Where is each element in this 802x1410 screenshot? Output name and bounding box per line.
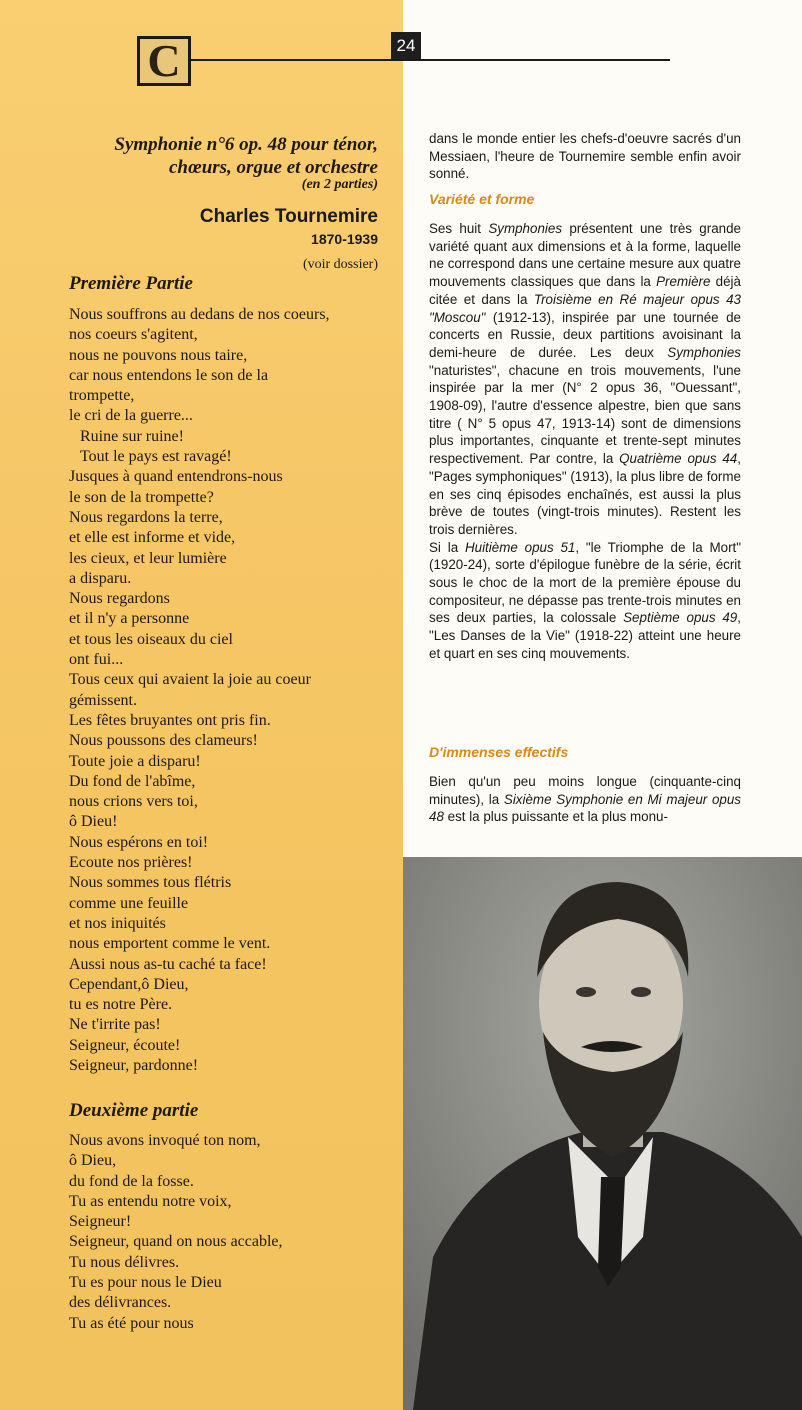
part1-heading: Première Partie — [69, 273, 193, 294]
logo — [137, 36, 191, 86]
poem-line: Nous sommes tous flétris — [69, 874, 232, 892]
poem-line: Nous poussons des clameurs! — [69, 732, 258, 750]
poem-line: des délivrances. — [69, 1294, 172, 1312]
poem-line: nous ne pouvons nous taire, — [69, 346, 248, 364]
poem-line: Seigneur, quand on nous accable, — [69, 1233, 283, 1251]
poem-line: gémissent. — [69, 691, 137, 709]
composer-dates: 1870-1939 — [311, 231, 378, 247]
poem-line: Ne t'irrite pas! — [69, 1016, 161, 1034]
poem-line: Du fond de l'abîme, — [69, 772, 196, 790]
poem-line: Tout le pays est ravagé! — [80, 448, 232, 466]
section-heading-variete: Variété et forme — [429, 191, 535, 207]
poem-line: et il n'y a personne — [69, 610, 190, 628]
work-subtitle: (en 2 parties) — [301, 177, 378, 192]
paragraph-huitieme: Si la Huitième opus 51, "le Triomphe de la Mort" (1920-24), sorte d'épilogue funèbre de la série, écrit sous le choc de la mort de la première épouse du compositeur, ne dépasse pas trente-trois minutes en ses deux parties, la colossale Septième opus 49, "Les Danses de la Vie" (1918-22) atteint une heure et quart en ses cinq mouvements. — [429, 539, 742, 661]
portrait-illustration — [403, 857, 802, 1410]
poem-line: Nous regardons — [69, 590, 170, 608]
poem-line: tu es notre Père. — [69, 996, 173, 1014]
part1-poem — [69, 305, 389, 1076]
paragraph-sixieme: Bien qu'un peu moins longue (cinquante-cinq minutes), la Sixième Symphonie en Mi majeur opus 48 est la plus puissante et la plus monu- — [429, 774, 741, 825]
variete-paragraphs — [429, 220, 741, 663]
header-rule — [191, 59, 670, 61]
poem-line: car nous entendons le son de la — [69, 366, 269, 384]
poem-line: et tous les oiseaux du ciel — [69, 630, 233, 648]
intro-paragraph — [429, 130, 741, 183]
poem-line: a disparu. — [69, 569, 132, 587]
see-dossier-note: (voir dossier) — [302, 257, 378, 272]
poem-line: Nous regardons la terre, — [69, 508, 223, 526]
poem-line: Tu as été pour nous — [69, 1314, 194, 1332]
page-number: 24 — [391, 32, 421, 59]
paragraph-symphonies: Ses huit Symphonies présentent une très grande variété quant aux dimensions et à la forme, laquelle ne correspond dans une certaine mesure aux quatre mouvements classiques que dans la Première déjà citée et dans la Troisième en Ré majeur opus 43 "Moscou" (1912-13), inspirée par une tournée de concerts en Russie, deux partitions avoisinant la demi-heure de durée. Les deux Symphonies "naturistes", chacune en trois mouvements, l'une inspirée par la mer (N° 2 opus 36, "Ouessant", 1908-09), l'autre d'essence alpestre, bien que sans titre ( N° 5 opus 47, 1913-14) sont de dimensions plus importantes, cinquante et trente-sept minutes respectivement. Par contre, la Quatrième opus 44, "Pages symphoniques" (1913), la plus libre de forme en ses cinq épisodes enchaînés, est aussi la plus brève de toutes (vingt-trois minutes). Restent les trois dernières. — [429, 221, 742, 537]
poem-line: nos coeurs s'agitent, — [69, 326, 198, 344]
poem-line: Tu as entendu notre voix, — [69, 1192, 232, 1210]
poem-line: Ruine sur ruine! — [80, 427, 184, 445]
poem-line: Seigneur, pardonne! — [69, 1056, 199, 1074]
poem-line: et nos iniquités — [69, 914, 166, 932]
poem-line: Tous ceux qui avaient la joie au coeur — [69, 671, 311, 689]
poem-line: Nous espérons en toi! — [69, 833, 209, 851]
work-title — [40, 133, 378, 179]
poem-line: le son de la trompette? — [69, 488, 214, 506]
poem-line: Nous avons invoqué ton nom, — [69, 1132, 261, 1149]
poem-line: les cieux, et leur lumière — [69, 549, 227, 567]
poem-line: le cri de la guerre... — [69, 407, 193, 425]
poem-line: Seigneur! — [69, 1213, 132, 1231]
part2-poem — [69, 1131, 389, 1334]
poem-line: ô Dieu, — [69, 1152, 117, 1170]
work-title-line2: chœurs, orgue et orchestre — [168, 157, 378, 178]
poem-line: nous emportent comme le vent. — [69, 935, 271, 953]
poem-line: ô Dieu! — [69, 813, 118, 831]
intro-text: dans le monde entier les chefs-d'oeuvre sacrés d'un Messiaen, l'heure de Tournemire semble enfin avoir sonné. — [429, 131, 741, 182]
poem-line: trompette, — [69, 387, 135, 405]
poem-line: Nous souffrons au dedans de nos coeurs, — [69, 306, 330, 323]
poem-line: Tu es pour nous le Dieu — [69, 1274, 222, 1292]
poem-line: Tu nous délivres. — [69, 1253, 180, 1271]
poem-line: Ecoute nos prières! — [69, 854, 193, 872]
poem-line: ont fui... — [69, 651, 124, 669]
poem-line: Seigneur, écoute! — [69, 1036, 181, 1054]
poem-line: Jusques à quand entendrons-nous — [69, 468, 283, 486]
effectifs-paragraph — [429, 773, 741, 826]
section-heading-effectifs: D'immenses effectifs — [429, 744, 569, 760]
logo-letter: C — [147, 35, 181, 86]
poem-line: Aussi nous as-tu caché ta face! — [69, 955, 267, 973]
composer-name: Charles Tournemire — [199, 206, 378, 227]
part2-heading: Deuxième partie — [69, 1100, 199, 1121]
poem-line: Toute joie a disparu! — [69, 752, 201, 770]
poem-line: nous crions vers toi, — [69, 793, 198, 811]
poem-line: Cependant,ô Dieu, — [69, 975, 189, 993]
work-title-line1: Symphonie n°6 op. 48 pour ténor, — [114, 134, 378, 155]
poem-line: et elle est informe et vide, — [69, 529, 236, 547]
poem-line: comme une feuille — [69, 894, 189, 912]
composer-portrait-photo — [403, 857, 802, 1410]
poem-line: du fond de la fosse. — [69, 1172, 194, 1190]
poem-line: Les fêtes bruyantes ont pris fin. — [69, 711, 271, 729]
